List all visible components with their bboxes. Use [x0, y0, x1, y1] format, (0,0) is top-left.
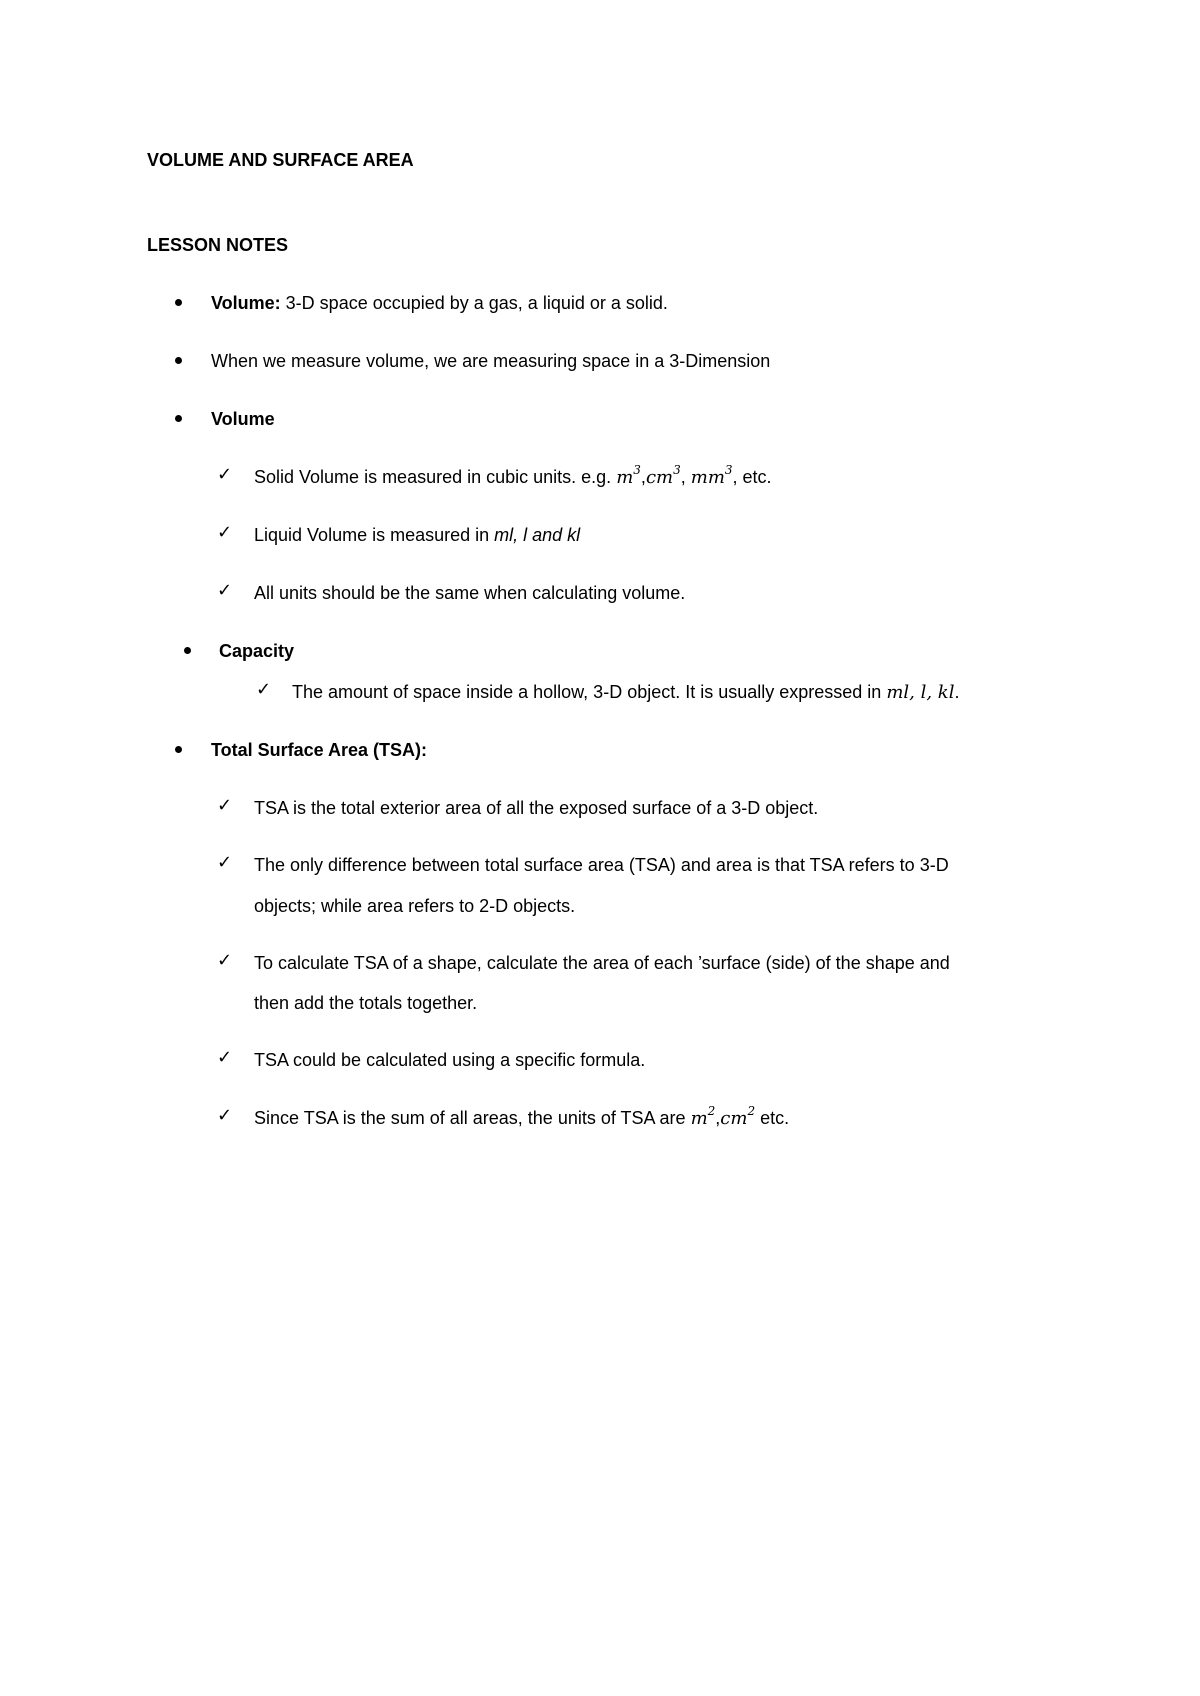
capacity-definition-text: The amount of space inside a hollow, 3-D object. It is usually expressed in	[292, 682, 887, 702]
unit-separator: ,	[715, 1108, 721, 1128]
same-units-note: All units should be the same when calculating volume.	[254, 583, 686, 603]
check-icon: ✓	[217, 950, 233, 971]
bullet-icon	[175, 357, 182, 364]
unit-cm-squared: $cm^2$	[720, 1104, 756, 1129]
unit-separator: ,	[640, 467, 646, 487]
check-icon: ✓	[217, 580, 233, 601]
volume-heading: Volume	[211, 409, 275, 429]
tsa-point-4: TSA could be calculated using a specific formula.	[254, 1050, 646, 1070]
liquid-volume-text: Liquid Volume is measured in	[254, 525, 495, 545]
bullet-icon	[175, 415, 182, 422]
check-icon: ✓	[217, 1047, 233, 1068]
solid-volume-text: Solid Volume is measured in cubic units. e.g.	[254, 467, 617, 487]
tsa-point-3-line-2: then add the totals together.	[254, 993, 478, 1013]
tsa-point-2-line-2: objects; while area refers to 2-D objects.	[254, 896, 576, 916]
volume-term: Volume:	[211, 293, 281, 313]
unit-mm-cubed: $mm^3$	[690, 463, 733, 488]
unit-m-squared: $m^2$	[690, 1104, 716, 1129]
unit-suffix: , etc.	[732, 467, 772, 487]
unit-suffix: etc.	[755, 1108, 790, 1128]
check-icon: ✓	[217, 852, 233, 873]
volume-definition	[211, 291, 668, 315]
tsa-point-5	[254, 1106, 789, 1131]
bullet-icon	[184, 647, 191, 654]
tsa-point-1: TSA is the total exterior area of all the exposed surface of a 3-D object.	[254, 798, 819, 818]
tsa-heading: Total Surface Area (TSA):	[211, 740, 428, 760]
check-icon: ✓	[217, 464, 233, 485]
check-icon: ✓	[217, 795, 233, 816]
unit-cm-cubed: $cm^3$	[645, 463, 681, 488]
capacity-heading: Capacity	[219, 641, 295, 661]
unit-separator: ,	[680, 467, 691, 487]
tsa-units-text: Since TSA is the sum of all areas, the units of TSA are	[254, 1108, 691, 1128]
check-icon: ✓	[217, 1105, 233, 1126]
tsa-point-2-line-1: The only difference between total surface area (TSA) and area is that TSA refers to 3-D	[254, 855, 949, 875]
unit-m-cubed: $m^3$	[616, 463, 641, 488]
capacity-units: ml, l, kl	[886, 682, 955, 703]
measure-note: When we measure volume, we are measuring space in a 3-Dimension	[211, 351, 771, 371]
capacity-definition	[292, 680, 959, 705]
check-icon: ✓	[217, 522, 233, 543]
bullet-icon	[175, 746, 182, 753]
check-icon: ✓	[256, 679, 272, 700]
section-heading: LESSON NOTES	[147, 235, 289, 255]
volume-definition-text: 3-D space occupied by a gas, a liquid or a solid.	[280, 293, 668, 313]
liquid-volume-note	[254, 523, 580, 547]
liquid-units: ml, l and kl	[494, 525, 581, 545]
solid-volume-note	[254, 465, 772, 490]
bullet-icon	[175, 299, 182, 306]
tsa-point-3-line-1: To calculate TSA of a shape, calculate the area of each ’surface (side) of the shape and	[254, 953, 950, 973]
document-title: VOLUME AND SURFACE AREA	[147, 150, 414, 170]
capacity-end: .	[954, 682, 960, 702]
